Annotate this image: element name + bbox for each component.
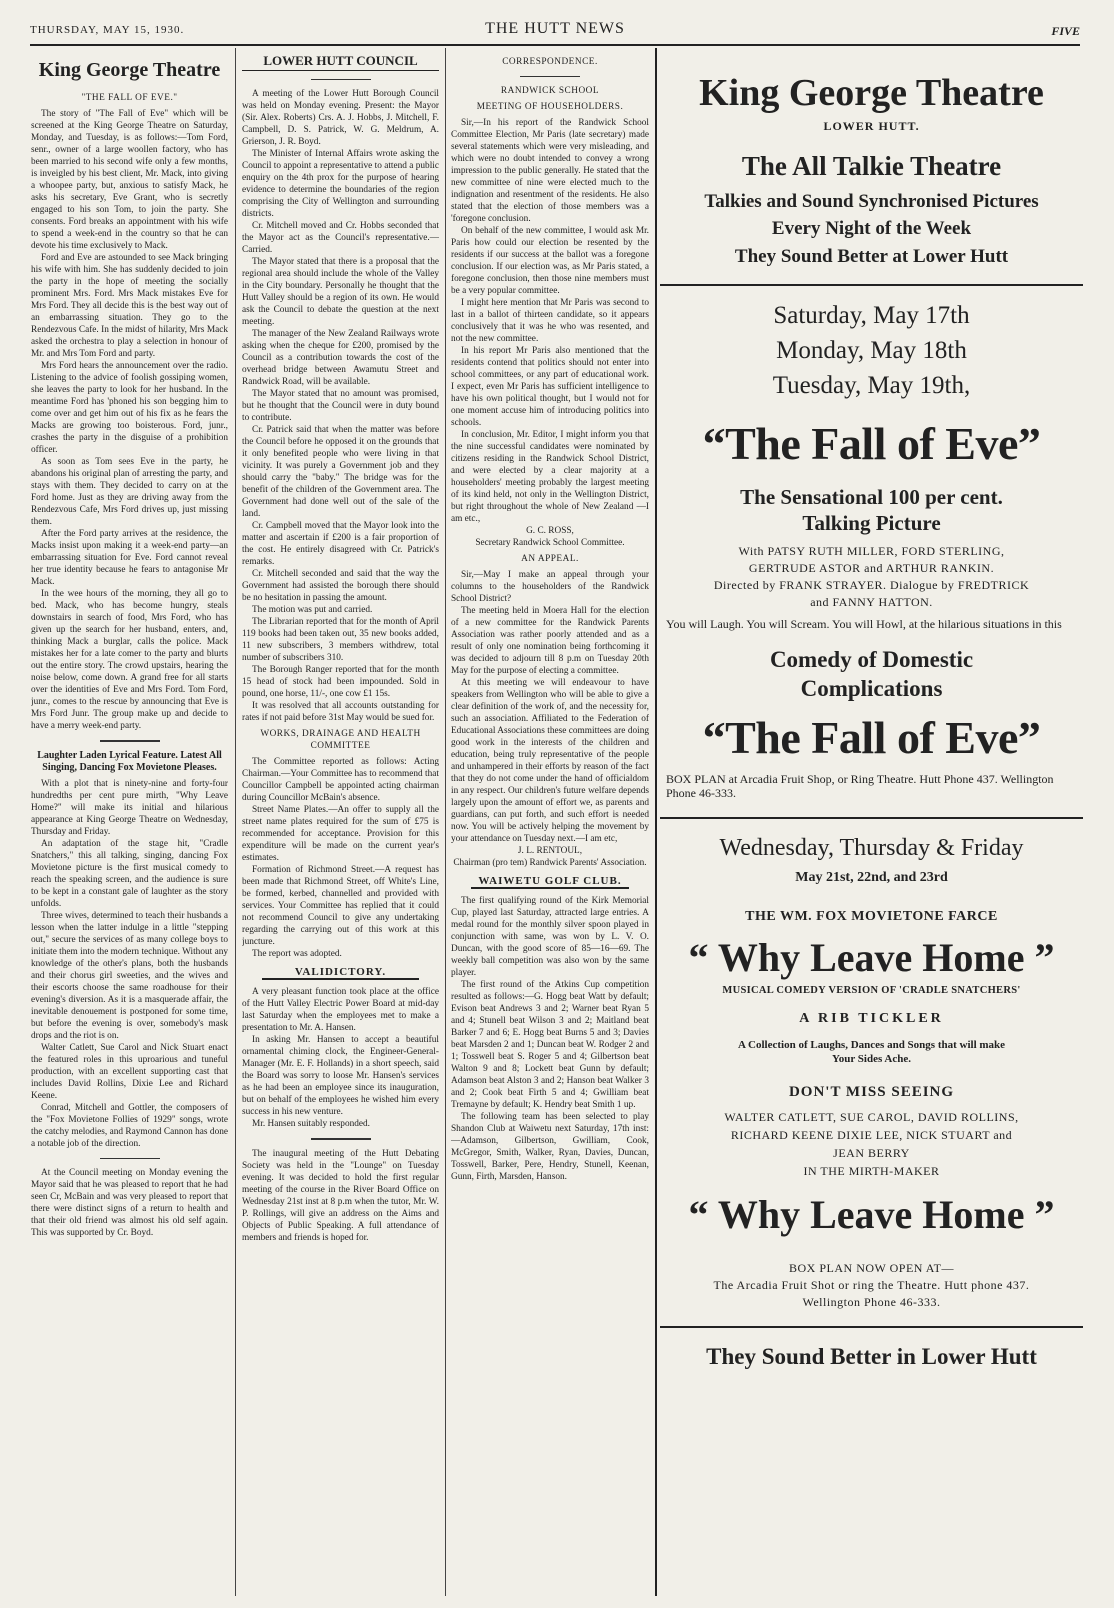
article-caption: "THE FALL OF EVE."	[81, 93, 178, 103]
masthead	[30, 20, 1080, 46]
divider	[100, 1158, 160, 1159]
ad-theatre-name: King George Theatre	[699, 72, 1044, 114]
paragraph: Cr. Campbell moved that the Mayor look into the matter and ascertain if £200 is a fair proportion of the cost. He entirely disagreed with Cr. Patrick's remarks.	[242, 521, 439, 567]
ad-cast: GERTRUDE ASTOR and ARTHUR RANKIN.	[748, 561, 995, 576]
ad-show-date: Saturday, May 17th	[773, 302, 970, 330]
ad-show-date: Tuesday, May 19th,	[772, 371, 971, 399]
article-title: King George Theatre	[38, 59, 221, 81]
paragraph: Ford and Eve are astounded to see Mack bringing his wife with him. She has suddenly decided to join the party in the hope of meeting the socially prominent Mrs. Ford. Mrs Mack mistakes Eve for Mrs Ford. They all decide this is the best way out of an embarrassing situation. They go to the Rendezvous Cafe. In the midst of hilarity, Mrs Mack asked the orchestra to play a selection in honour of Mr. and Mrs Tom Ford and party.	[31, 253, 228, 359]
column-rule	[445, 48, 446, 1596]
ad-blurb: Your Sides Ache.	[832, 1053, 911, 1066]
ad-tagline: The Sensational 100 per cent.	[740, 485, 1003, 510]
ad-blurb: You will Laugh. You will Scream. You will Howl, at the hilarious situations in this	[666, 616, 1062, 631]
paragraph: At the Council meeting on Monday evening the Mayor said that he was pleased to report that he had seen Cr, McBain and was very pleased to report that there were distinct signs of a return to health and that their old friend was almost his old self again. This was supported by Cr. Boyd.	[31, 1168, 228, 1238]
ad-box-plan: BOX PLAN at Arcadia Fruit Shop, or Ring Theatre. Hutt Phone 437. Wellington Phone 46-333.	[666, 772, 1054, 801]
ad-tagline: DON'T MISS SEEING	[788, 1084, 955, 1101]
ad-cast: RICHARD KEENE DIXIE LEE, NICK STUART and	[730, 1128, 1013, 1143]
divider	[660, 1326, 1083, 1328]
paragraph: In conclusion, Mr. Editor, I might inform you that the nine successful candidates were nominated by citizens residing in the Randwick School District, and were elected by a clear majority at a householders' meeting probably the largest meeting of its kind held, not only in the Wellington District, but right throughout the whole of New Zealand —I am etc.,	[451, 430, 649, 524]
ad-tagline: Every Night of the Week	[771, 218, 972, 240]
signature-title: Chairman (pro tem) Randwick Parents' Association.	[453, 858, 647, 868]
ad-cast: WALTER CATLETT, SUE CAROL, DAVID ROLLINS,	[724, 1110, 1019, 1125]
paragraph: The Committee reported as follows: Acting Chairman.—Your Committee has to recommend that Councillor Campbell be appointed acting chairman during Councillor McBain's absence.	[242, 757, 439, 803]
ad-film-title: “ Why Leave Home ”	[688, 1192, 1055, 1238]
ad-box-plan: BOX PLAN NOW OPEN AT—	[789, 1261, 954, 1276]
paragraph: Conrad, Mitchell and Gottler, the composers of the "Fox Movietone Follies of 1929" songs, wrote the catchy melodies, and Raymond Cannon has done a notable job of the direction.	[31, 1103, 228, 1149]
ad-film-title: “The Fall of Eve”	[702, 418, 1041, 470]
theatre-advertisement	[660, 52, 1083, 1592]
paragraph: The inaugural meeting of the Hutt Debating Society was held in the "Lounge" on Tuesday evening. It was decided to hold the first regular meeting of the course in the River Board Office on Wednesday 21st inst at 8 p.m when the tutor, Mr. W. P. Rollings, will give an address on the Aims and Objects of Public Speaking. A full attendance of members and friends is hoped for.	[242, 1149, 439, 1243]
divider	[311, 79, 371, 80]
paragraph: In his report Mr Paris also mentioned that the residents contend that politics should not enter into school committees, or any part of educational work. I expect, even Mr Paris has sufficient intelligence to have his own political thought, but I would not for one moment accuse him of introducing politics into schools.	[451, 346, 649, 428]
article-title: VALIDICTORY.	[262, 966, 419, 980]
ad-show-date: Monday, May 18th	[776, 336, 967, 364]
ad-director: Directed by FRANK STRAYER. Dialogue by FREDTRICK	[713, 578, 1030, 593]
paragraph: I might here mention that Mr Paris was second to last in a ballot of thirteen candidate, so it appears conclusively that it was he who was resented, and not the new committee.	[451, 298, 649, 344]
ad-show-days: Wednesday, Thursday & Friday	[719, 834, 1024, 861]
ad-cast: IN THE MIRTH-MAKER	[803, 1163, 940, 1178]
paragraph: The Mayor stated that there is a proposal that the regional area should include the whole of the Valley in the City boundary. Personally he thought that the Hutt Valley should be a region of its own. He would ask the Council to debate the question at the next meeting.	[242, 257, 439, 327]
signature-title: Secretary Randwick School Committee.	[475, 538, 625, 548]
article-title: LOWER HUTT COUNCIL	[242, 52, 439, 71]
paragraph: Cr. Patrick said that when the matter was before the Council before he opposed it on the grounds that it only benefited people who were living in that vicinity. It was purely a Government job and they should carry the "baby." The bridge was for the benefit of the children of the Government area. The Government had done well out of the sale of the land.	[242, 425, 439, 519]
paragraph: The Librarian reported that for the month of April 119 books had been taken out, 35 new books added, 11 new subscribers, 3 members withdrew, total number of subscribers 310.	[242, 617, 439, 663]
ad-cast: With PATSY RUTH MILLER, FORD STERLING,	[738, 544, 1005, 559]
section-caption: AN APPEAL.	[521, 554, 579, 564]
ad-film-title: “ Why Leave Home ”	[688, 934, 1055, 980]
ad-blurb: A Collection of Laughs, Dances and Songs that will make	[737, 1038, 1006, 1051]
paragraph: At this meeting we will endeavour to have speakers from Wellington who will be able to give a clear definition of the work of, and the necessity for, such an association. Affiliated to the Federation of Educational Associations these committees are doing good work in the interests of the children and education, being truly representative of the people and unhampered in their efforts by reason of the fact that they do not come under the hand of officialdom in any respect. Our children's future welfare depends largely upon the amount of effort we, as parents and guardians, can put forth, and such effort is needed now. You will be actively helping the movement by your attendance on Tuesday next.—I am etc,	[451, 678, 649, 844]
ad-tagline: Complications	[800, 675, 943, 701]
paragraph: Sir,—May I make an appeal through your columns to the householders of the Randwick School District?	[451, 570, 649, 604]
paragraph: An adaptation of the stage hit, "Cradle Snatchers," this all talking, singing, dancing Fox Movietone picture is the first musical comedy to reach the speaking screen, and the audience is sure to be kept in a constant gale of laughter as the story unfolds.	[31, 839, 228, 909]
paragraph: Walter Catlett, Sue Carol and Nick Stuart enact the featured roles in this uproarious and tuneful production, with an excellent supporting cast that includes David Rollins, Dixie Lee and Richard Keene.	[31, 1043, 228, 1101]
paragraph: It was resolved that all accounts outstanding for rates if not paid before 31st May would be sued for.	[242, 701, 439, 723]
signature: G. C. ROSS,	[526, 526, 574, 536]
divider	[660, 284, 1083, 286]
page-number: FIVE	[1051, 24, 1080, 38]
paragraph: The first round of the Atkins Cup competition resulted as follows:—G. Hogg beat Watt by default; Evison beat Andrews 3 and 2; Warner beat Ryan 5 and 4; Stunell beat Wilson 3 and 2; Maitland beat Barker 7 and 6; E. Hogg beat Burns 5 and 3; Davies beat Marsden 2 and 1; Duncan beat W. Rodger 2 and 1; Tosswell beat S. Roger 5 and 4; Gilbertson beat Walton 9 and 8; Lockett beat Gunn by default; Adamson beat Alston 3 and 2; Hanson beat Walker 3 and 2; Cook beat Firth 5 and 4; Gwilliam beat Tremayne by default; K. Hendry beat Smith 1 up.	[451, 980, 649, 1110]
paragraph: In the wee hours of the morning, they all go to bed. Mack, who has become hungry, steals downstairs in search of food, Mrs Ford, who has given up the search for her husband, enters, and, thinking Mack a burglar, calls the police. Mack mistakes her for a late comer to the party and blurts out the entire story. The crowd upstairs, hearing the noise below, come down. A grand free for all starts over the identities of Eve and Mrs Ford. Tom Ford, junr., comes to the rescue by announcing that Eve is Mrs Ford Junr. The group make up and decide to have a merry week-end party.	[31, 589, 228, 731]
divider	[660, 817, 1083, 819]
paragraph: Mr. Hansen suitably responded.	[252, 1119, 370, 1129]
issue-date: THURSDAY, MAY 15, 1930.	[30, 24, 185, 36]
paragraph: Cr. Mitchell moved and Cr. Hobbs seconded that the Mayor act as the Council's representative.—Carried.	[242, 221, 439, 255]
ad-tagline: MUSICAL COMEDY VERSION OF 'CRADLE SNATCHERS'	[722, 984, 1021, 996]
signature: J. L. RENTOUL,	[517, 846, 583, 856]
paragraph: The first qualifying round of the Kirk Memorial Cup, played last Saturday, attracted large entries. A medal round for the monthly silver spoon played in conjunction with same, was won by L. V. O. Duncan, with the good score of 85—16—69. The weekly ball competition was also won by the same player.	[451, 896, 649, 978]
divider	[100, 740, 160, 742]
paragraph: The following team has been selected to play Shandon Club at Waiwetu next Saturday, 17th inst:—Adamson, Gilbertson, Gwilliam, Cook, McGregor, Smith, Walker, Ryan, Davies, Duncan, Tosswell, Barker, Pere, Hendry, Stunell, Keenan, Gunn, Firth, Marsden, Hanson.	[451, 1112, 649, 1182]
section-caption: WORKS, DRAINAGE AND HEALTH COMMITTEE	[260, 729, 421, 751]
ad-cast: JEAN BERRY	[833, 1145, 910, 1160]
paragraph: A very pleasant function took place at the office of the Hutt Valley Electric Power Board at mid-day last Saturday when the employees met to make a presentation to Mr. A. Hansen.	[242, 987, 439, 1033]
advert-border	[655, 48, 657, 1596]
paragraph: Cr. Mitchell seconded and said that the way the Government had assisted the borough there should be no hesitation in passing the amount.	[242, 569, 439, 603]
paragraph: The motion was put and carried.	[252, 605, 373, 615]
paragraph: With a plot that is ninety-nine and forty-four hundredths per cent pure mirth, "Why Leave Home?" will make its initial and hilarious appearance at King George Theatre on Wednesday, Thursday and Friday.	[31, 779, 228, 837]
paragraph: The Mayor stated that no amount was promised, but he thought that the Council were in duty bound to contribute.	[242, 389, 439, 423]
paragraph: The Borough Ranger reported that for the month 15 head of stock had been impounded. Sold in pound, one horse, 11/-, one cow £1 15s.	[242, 665, 439, 699]
paragraph: The Minister of Internal Affairs wrote asking the Council to appoint a representative to attend a public enquiry on the 4th prox for the purpose of hearing evidence to determine the boundaries of the region comprising the City of Wellington and surrounding districts.	[242, 149, 439, 219]
paragraph: The story of "The Fall of Eve" which will be screened at the King George Theatre on Saturday, Monday, and Tuesday, is as follows:—Tom Ford, senr., owner of a large woollen factory, who has been married to his second wife only a few months, is inveigled by his best client, Mr. Mack, into giving a whoopee party, but, anxious to satisfy Mack, he asks his secretary, Eve Grant, who is secretly engaged to his son Tom, to join the party. She consents. Ford breaks an appointment with his wife to spend a week-end in the country so that he can devote his time exclusively to Mack.	[31, 109, 228, 251]
section-caption: MEETING OF HOUSEHOLDERS.	[476, 102, 624, 112]
ad-tagline: Talking Picture	[802, 511, 941, 536]
ad-film-title: “The Fall of Eve”	[702, 712, 1041, 764]
paragraph: Three wives, determined to teach their husbands a lesson when the latter indulge in a little "stepping out," secure the services of as many college boys to initiate them into the modern technique. Without any knowledge of the other's plans, both the husbands and their chorus girl sweeties, and the wives and their escorts choose the same roadhouse for their evening's diversion. As it is a masquerade affair, the inevitable denouement is postponed for some time, but before the evening is over, somebody's mask drops and the riot is on.	[31, 911, 228, 1041]
paragraph: The meeting held in Moera Hall for the election of a new committee for the Randwick Parents Association was rather poorly attended and as a result of only one nomination being forthcoming it was decided to adjourn till 8 p.m on Tuesday 20th May for the purpose of electing a committee.	[451, 606, 649, 676]
ad-tagline: THE WM. FOX MOVIETONE FARCE	[745, 908, 998, 924]
column-theatre-review	[31, 52, 228, 1592]
paragraph: A meeting of the Lower Hutt Borough Council was held on Monday evening. Present: the Mayor (Sir. Alex. Roberts) Crs. A. J. Hobbs, J. Mitchell, F. Campbell, D. S. Patrick, W. G. Meldrum, A. Grierson, J. R. Boyd.	[242, 89, 439, 147]
ad-show-dates: May 21st, 22nd, and 23rd	[795, 870, 948, 886]
ad-tagline: Comedy of Domestic	[769, 647, 974, 673]
paragraph: On behalf of the new committee, I would ask Mr. Paris how could our election be resented by the residents if our success at the ballot was a foregone conclusion. If our election was, as Mr Paris stated, a foregone conclusion, then those nine members must be a very popular committee.	[451, 226, 649, 296]
paragraph: The report was adopted.	[252, 949, 342, 959]
ad-tagline: A RIB TICKLER	[799, 1010, 944, 1026]
paragraph: After the Ford party arrives at the residence, the Macks insist upon making it a week-end party—an embarrassing situation for Eve. Ford cannot reveal her true identity because he fears to antagonise Mr Mack.	[31, 529, 228, 587]
ad-tagline: Talkies and Sound Synchronised Pictures	[704, 190, 1039, 212]
article-subheading: Laughter Laden Lyrical Feature. Latest All Singing, Dancing Fox Movietone Pleases.	[37, 750, 222, 773]
ad-director: and FANNY HATTON.	[810, 594, 933, 609]
divider	[520, 76, 580, 77]
ad-location: LOWER HUTT.	[823, 118, 920, 133]
column-rule	[235, 48, 236, 1596]
ad-box-plan: Wellington Phone 46-333.	[802, 1295, 941, 1310]
paragraph: Street Name Plates.—An offer to supply all the street name plates required for the sum of £75 is recommended for acceptance. Provision for this expenditure will be made on the current year's estimates.	[242, 805, 439, 863]
article-title: CORRESPONDENCE.	[502, 57, 598, 67]
paragraph: Sir,—In his report of the Randwick School Committee Election, Mr Paris (late secretary) made several statements which were very misleading, and which were no doubt intended to convey a wrong impression to the public generally. He stated that the new committee of nine were elected much to the indignation and resentment of the residents. He also stated that the election of those members was a 'foregone conclusion.	[451, 118, 649, 224]
divider	[311, 1138, 371, 1140]
newspaper-name: THE HUTT NEWS	[485, 20, 625, 37]
column-correspondence	[451, 52, 649, 1592]
paragraph: Formation of Richmond Street.—A request has been made that Richmond Street, off White's Line, be formed, kerbed, channelled and provided with services. Your Committee has replied that it could not recommend Council to give any undertaking regarding the carrying out of this work at this juncture.	[242, 865, 439, 947]
paragraph: The manager of the New Zealand Railways wrote asking when the cheque for £200, promised by the Council as a contribution towards the cost of the overhead bridge between Awamutu Street and Randwick Road, will be available.	[242, 329, 439, 387]
ad-box-plan: The Arcadia Fruit Shot or ring the Theatre. Hutt phone 437.	[713, 1278, 1030, 1293]
paragraph: Mrs Ford hears the announcement over the radio. Listening to the advice of foolish gossiping women, she leaves the party to look for her husband. In the meantime Ford has 'phoned his son begging him to come over and get him out of his fix as he fears the Macks are growing too boisterous. Ford, junr., crashes the party in the disguise of a prohibition officer.	[31, 361, 228, 455]
ad-tagline: They Sound Better at Lower Hutt	[734, 246, 1009, 268]
ad-footer: They Sound Better in Lower Hutt	[706, 1343, 1037, 1369]
column-council	[242, 52, 439, 1592]
section-caption: RANDWICK SCHOOL	[500, 86, 600, 96]
paragraph: As soon as Tom sees Eve in the party, he abandons his original plan of arresting the party, and stays with them. They decided to carry on at the Ford home. Just as they are driving away from the Rendezvous Cafe, Mrs Ford drives up, just missing them.	[31, 457, 228, 527]
ad-tagline: The All Talkie Theatre	[741, 151, 1002, 182]
paragraph: In asking Mr. Hansen to accept a beautiful ornamental chiming clock, the Engineer-General-Manager (Mr. E. F. Hollands) in a short speech, said the Board was sorry to loose Mr. Hansen's services as he had been an employee since its inauguration, but on behalf of the employees he wished him every success in his new venture.	[242, 1035, 439, 1117]
article-title: WAIWETU GOLF CLUB.	[471, 875, 629, 889]
